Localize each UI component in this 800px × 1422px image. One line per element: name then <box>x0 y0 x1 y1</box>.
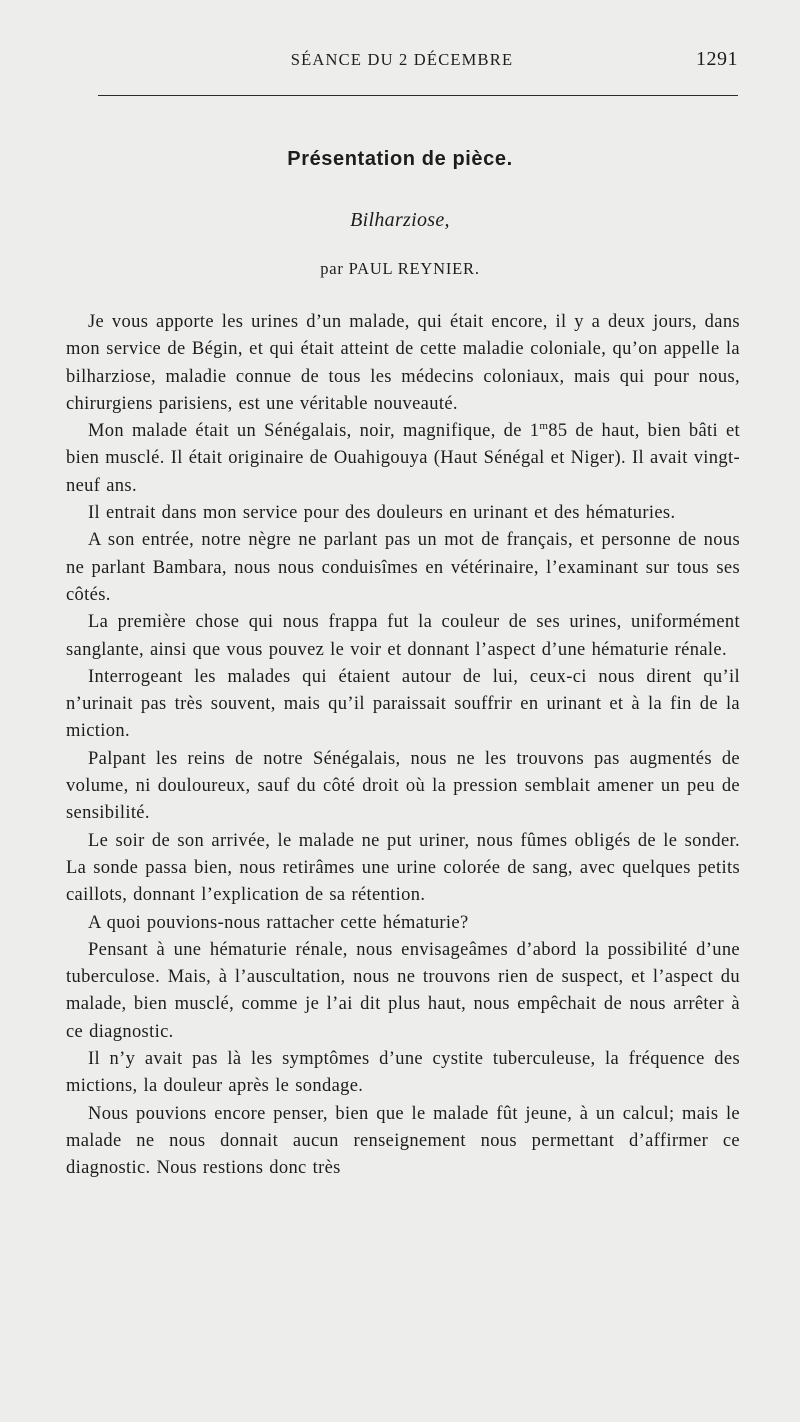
paragraph: A quoi pouvions-nous rattacher cette hématurie? <box>88 912 469 933</box>
article-byline: par PAUL REYNIER. <box>320 259 480 278</box>
body-text <box>66 309 740 1183</box>
paragraph: Il entrait dans mon service pour des douleurs en urinant et des hématuries. <box>88 503 676 524</box>
article-subtitle: Bilharziose, <box>350 209 450 231</box>
running-title: SÉANCE DU 2 DÉCEMBRE <box>290 50 514 69</box>
paragraph: La première chose qui nous frappa fut la couleur de ses urines, uniformément sanglante, ainsi que vous pouvez le voir et donnant l’aspect d’une hématurie rénale. <box>66 612 740 660</box>
paragraph: Il n’y avait pas là les symptômes d’une cystite tuberculeuse, la fréquence des mictions, la douleur après le sondage. <box>66 1049 740 1097</box>
page-number: 1291 <box>696 48 738 70</box>
paragraph: Pensant à une hématurie rénale, nous envisageâmes d’abord la possibilité d’une tuberculose. Mais, à l’auscultation, nous ne trouvons rien de suspect, et l’aspect du malade, bien musclé, comme je l’ai dit plus haut, nous empêchait de nous arrêter à ce diagnostic. <box>66 939 740 1042</box>
paragraph: Le soir de son arrivée, le malade ne put uriner, nous fûmes obligés de le sonder. La sonde passa bien, nous retirâmes une urine colorée de sang, avec quelques petits caillots, donnant l’explication de sa rétention. <box>66 830 740 906</box>
paragraph: Je vous apporte les urines d’un malade, qui était encore, il y a deux jours, dans mon service de Bégin, et qui était atteint de cette maladie coloniale, qu’on appelle la bilharziose, maladie connue de tous les médecins coloniaux, mais qui pour nous, chirurgiens parisiens, est une véritable nouveauté. <box>66 312 740 414</box>
paragraph: Mon malade était un Sénégalais, noir, magnifique, de 1$^m$85 de haut, bien bâti et bien musclé. Il était originaire de Ouahigouya (Haut Sénégal et Niger). Il avait vingt-neuf ans. <box>66 420 741 496</box>
paragraph: Palpant les reins de notre Sénégalais, nous ne les trouvons pas augmentés de volume, ni douloureux, sauf du côté droit où la pression semblait amener un peu de sensibilité. <box>66 748 740 824</box>
article-heading: Présentation de pièce. <box>287 148 513 170</box>
header-rule <box>98 95 738 96</box>
running-head <box>66 50 738 78</box>
paragraph: Nous pouvions encore penser, bien que le malade fût jeune, à un calcul; mais le malade ne nous donnait aucun renseignement nous permettant d’affirmer ce diagnostic. Nous restions donc très <box>66 1103 740 1179</box>
unit-superscript: m <box>539 420 549 433</box>
paragraph: A son entrée, notre nègre ne parlant pas un mot de français, et personne de nous ne parlant Bambara, nous nous conduisîmes en vétérinaire, l’examinant sur tous ses côtés. <box>66 530 740 605</box>
paragraph: Interrogeant les malades qui étaient autour de lui, ceux-ci nous dirent qu’il n’urinait pas très souvent, mais qu’il paraissait souffrir en urinant et à la fin de la miction. <box>66 666 740 742</box>
